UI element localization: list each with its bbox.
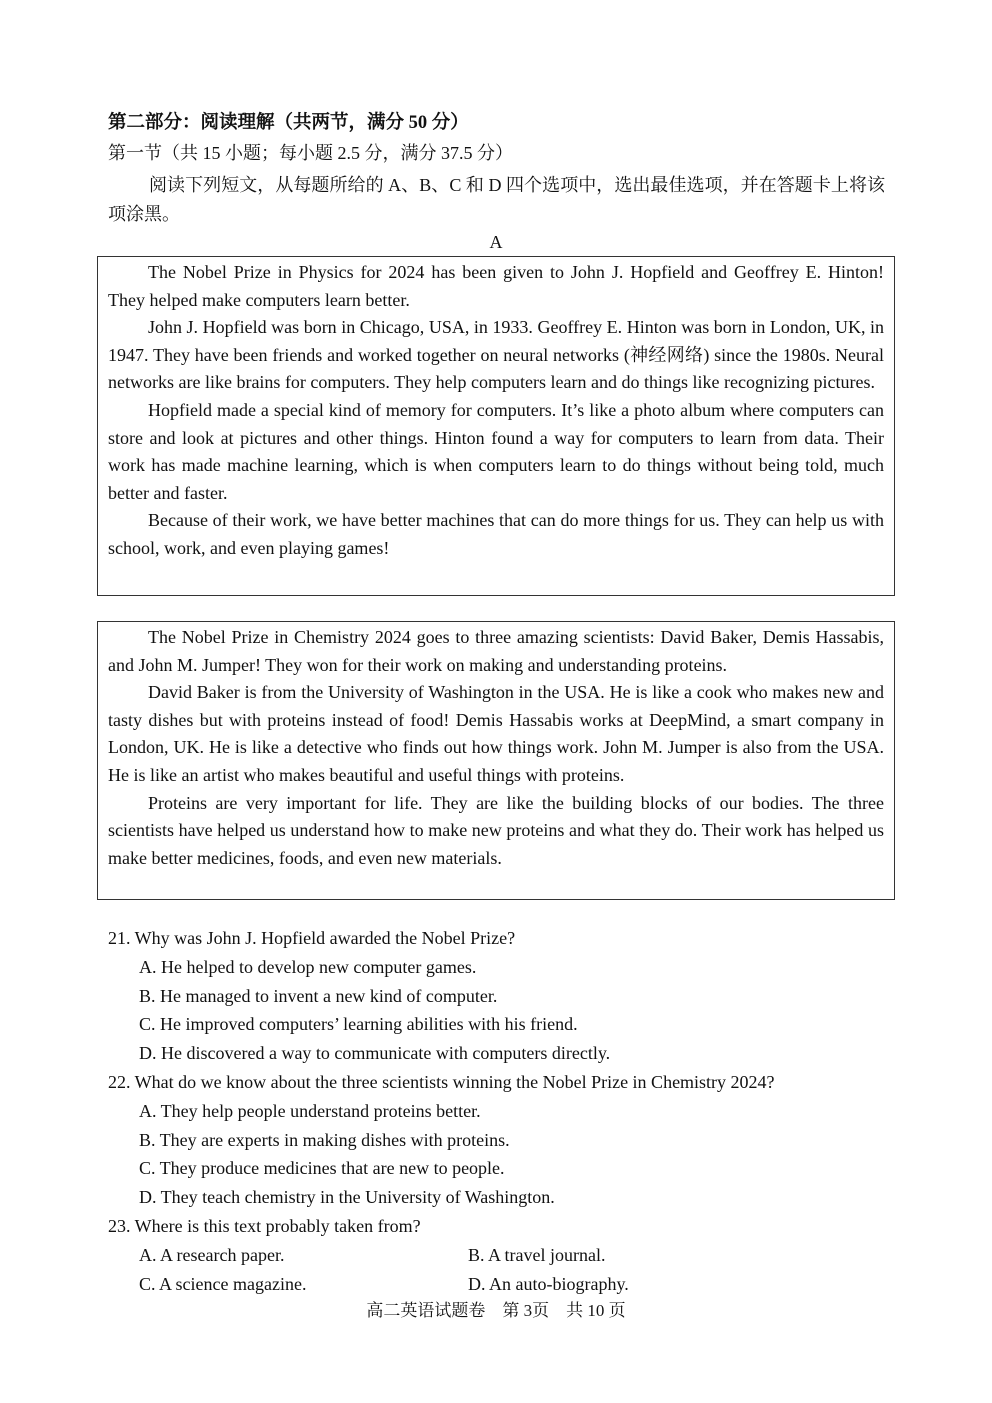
passage-paragraph: Because of their work, we have better machines that can do more things for us. They can help us with school, work, and even playing games! xyxy=(108,510,884,558)
answer-option[interactable]: B. He managed to invent a new kind of computer. xyxy=(139,985,498,1006)
answer-option-row xyxy=(108,1241,898,1270)
passage-box-chemistry xyxy=(97,621,895,900)
answer-option[interactable]: D. An auto-biography. xyxy=(468,1273,629,1294)
answer-option[interactable]: A. They help people understand proteins better. xyxy=(139,1100,481,1121)
answer-option[interactable]: C. He improved computers’ learning abilities with his friend. xyxy=(139,1014,578,1035)
instructions: 阅读下列短文，从每题所给的 A、B、C 和 D 四个选项中，选出最佳选项，并在答题卡上将该项涂黑。 xyxy=(108,175,885,224)
part-title: 第二部分：阅读理解（共两节，满分 50 分） xyxy=(108,113,469,133)
answer-option[interactable]: C. They produce medicines that are new to people. xyxy=(139,1158,505,1179)
question-stem: 22. What do we know about the three scientists winning the Nobel Prize in Chemistry 2024? xyxy=(108,1071,775,1092)
passage-paragraph: Proteins are very important for life. They are like the building blocks of our bodies. The three scientists have helped us understand how to make new proteins and what they do. Their work has helped us make better medicines, foods, and even new materials. xyxy=(108,792,884,868)
passage-paragraph: David Baker is from the University of Washington in the USA. He is like a cook who makes new and tasty dishes but with proteins instead of food! Demis Hassabis works at DeepMind, a smart company in London, UK. He is like a detective who finds out how things work. John M. Jumper is also from the USA. He is like an artist who makes beautiful and useful things with proteins. xyxy=(108,682,884,785)
answer-option[interactable]: A. He helped to develop new computer games. xyxy=(139,956,477,977)
section-title: 第一节（共 15 小题；每小题 2.5 分，满分 37.5 分） xyxy=(108,143,513,163)
question-list xyxy=(108,924,898,1298)
answer-option[interactable]: C. A science magazine. xyxy=(139,1273,307,1294)
passage-box-physics xyxy=(97,256,895,596)
question-stem: 23. Where is this text probably taken from? xyxy=(108,1215,421,1236)
answer-option-row xyxy=(108,1270,898,1299)
passage-paragraph: The Nobel Prize in Physics for 2024 has been given to John J. Hopfield and Geoffrey E. Hinton! They helped make computers learn better. xyxy=(108,262,884,310)
question-stem: 21. Why was John J. Hopfield awarded the Nobel Prize? xyxy=(108,928,516,948)
passage-label: A xyxy=(489,232,503,252)
page-footer: 高二英语试题卷 第 3页 共 10 页 xyxy=(366,1301,626,1320)
answer-option[interactable]: B. They are experts in making dishes with proteins. xyxy=(139,1129,510,1150)
answer-option[interactable]: D. He discovered a way to communicate with computers directly. xyxy=(139,1043,611,1064)
passage-paragraph: The Nobel Prize in Chemistry 2024 goes to three amazing scientists: David Baker, Demis Hassabis, and John M. Jumper! They won for their work on making and understanding proteins. xyxy=(108,627,884,675)
passage-paragraph: Hopfield made a special kind of memory for computers. It’s like a photo album where computers can store and look at pictures and other things. Hinton found a way for computers to learn from data. Their work has made machine learning, which is when computers learn to do things without being told, much better and faster. xyxy=(108,399,884,503)
answer-option[interactable]: A. A research paper. xyxy=(139,1244,285,1265)
answer-option[interactable]: D. They teach chemistry in the University of Washington. xyxy=(139,1187,555,1208)
answer-option[interactable]: B. A travel journal. xyxy=(468,1244,606,1265)
passage-paragraph: John J. Hopfield was born in Chicago, USA, in 1933. Geoffrey E. Hinton was born in London, UK, in 1947. They have been friends and worked together on neural networks (神经网络) since the 1980s. Neural networks are like brains for computers. They help computers learn and do things like recognizing pictures. xyxy=(108,317,884,393)
